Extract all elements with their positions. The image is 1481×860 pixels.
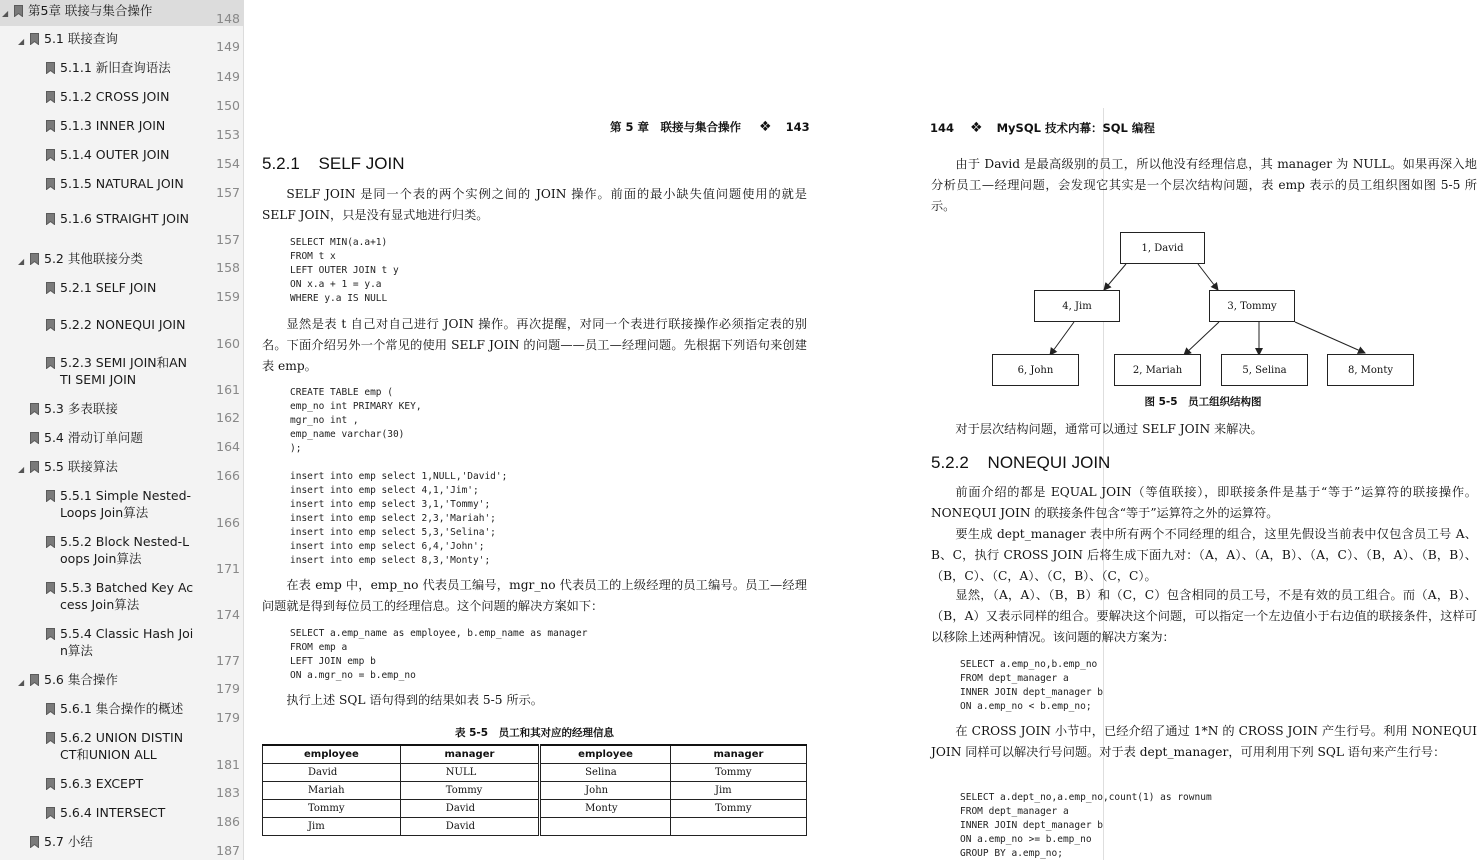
bookmark-icon — [46, 778, 55, 790]
collapse-arrow-icon[interactable]: ◢ — [18, 465, 25, 474]
toc-page-number: 166 — [216, 515, 240, 530]
toc-page-number: 179 — [216, 681, 240, 696]
toc-label: 5.1.6 STRAIGHT JOIN — [60, 211, 190, 226]
paragraph: 前面介绍的都是 EQUAL JOIN（等值联接），即联接条件是基于“等于”运算符的联接操作。NONEQUI JOIN 的联接条件包含“等于”运算符之外的运算符。 — [931, 485, 1477, 520]
toc-page-number: 158 — [216, 260, 240, 275]
table-row — [263, 763, 807, 781]
ornament-icon: ❖ — [970, 120, 983, 136]
toc-label: 5.2.2 NONEQUI JOIN — [60, 317, 186, 332]
code-block: SELECT a.emp_no,b.emp_no FROM dept_manager a INNER JOIN dept_manager b ON a.emp_no < b.emp_no; — [960, 659, 1103, 712]
toc-item[interactable] — [0, 352, 244, 396]
org-node: 2, Mariah — [1114, 354, 1201, 386]
toc-page-number: 149 — [216, 39, 240, 54]
org-edge — [1050, 322, 1074, 355]
bookmark-icon — [46, 178, 55, 190]
toc-item[interactable] — [0, 202, 244, 246]
toc-page-number: 148 — [216, 11, 240, 26]
bookmark-icon — [46, 732, 55, 744]
toc-label: 5.5.1 Simple Nested- Loops Join算法 — [60, 488, 192, 520]
right-header-page: 144 — [930, 121, 955, 135]
figure-caption: 图 5-5 员工组织结构图 — [1144, 396, 1262, 408]
collapse-arrow-icon[interactable]: ◢ — [18, 678, 25, 687]
bookmark-icon — [30, 836, 39, 848]
toc-page-number: 154 — [216, 156, 240, 171]
toc-label: 5.6.4 INTERSECT — [60, 805, 166, 820]
toc-page-number: 187 — [216, 843, 240, 858]
bookmark-icon — [46, 807, 55, 819]
left-running-head — [610, 119, 810, 135]
bookmark-icon — [46, 703, 55, 715]
toc-page-number: 161 — [216, 382, 240, 397]
bookmark-icon — [46, 536, 55, 548]
toc-item[interactable] — [0, 669, 244, 695]
toc-label: 第5章 联接与集合操作 — [28, 3, 153, 18]
section-heading-self-join — [262, 154, 405, 174]
toc-item[interactable] — [0, 577, 244, 621]
table-cell: Selina — [540, 763, 671, 781]
toc-label: 5.2 其他联接分类 — [44, 251, 143, 266]
org-node: 5, Selina — [1221, 354, 1308, 386]
table-cell: Tommy — [670, 763, 806, 781]
collapse-arrow-icon[interactable]: ◢ — [18, 257, 25, 266]
toc-item[interactable] — [0, 727, 244, 771]
table-caption: 表 5-5 员工和其对应的经理信息 — [454, 727, 615, 739]
bookmark-icon — [46, 319, 55, 331]
code-block: SELECT a.emp_name as employee, b.emp_name as manager FROM emp a LEFT JOIN emp b ON a.mgr_no = b.emp_no — [290, 628, 588, 681]
toc-item[interactable] — [0, 248, 244, 274]
toc-page-number: 166 — [216, 468, 240, 483]
paragraph: 显然是表 t 自己对自己进行 JOIN 操作。再次提醒，对同一个表进行联接操作必须指定表的别名。下面介绍另外一个常见的使用 SELF JOIN 的问题——员工—经理问题。先根据下列语句来创建表 emp。 — [262, 317, 807, 373]
table-cell: Mariah — [263, 781, 401, 799]
table-cell: NULL — [400, 763, 539, 781]
org-node: 6, John — [992, 354, 1079, 386]
left-header-page: 143 — [785, 120, 810, 134]
toc-label: 5.4 滑动订单问题 — [44, 430, 143, 445]
org-node: 8, Monty — [1327, 354, 1414, 386]
toc-page-number: 186 — [216, 814, 240, 829]
toc-item[interactable] — [0, 0, 244, 26]
code-block: CREATE TABLE emp ( emp_no int PRIMARY KEY, mgr_no int , emp_name varchar(30) ); insert into emp select 1,NULL,'David'; insert into emp select 4,1,'Jim'; insert into emp select 3,1,'Tommy'; insert into emp select 2,3,'Mariah'; insert into emp select 5,3,'Selina'; insert into emp select 6,4,'John'; insert into emp select 8,3,'Monty'; — [290, 387, 508, 566]
bookmark-icon — [30, 403, 39, 415]
toc-page-number: 183 — [216, 785, 240, 800]
bookmark-icon — [46, 149, 55, 161]
bookmark-icon — [46, 628, 55, 640]
bookmark-icon — [46, 91, 55, 103]
bookmark-icon — [46, 120, 55, 132]
table-row — [263, 781, 807, 799]
toc-label: 5.2.1 SELF JOIN — [60, 280, 157, 295]
toc-label: 5.1.5 NATURAL JOIN — [60, 176, 184, 191]
table-cell: David — [263, 763, 401, 781]
toc-page-number: 162 — [216, 410, 240, 425]
org-edge — [1295, 322, 1365, 353]
toc-page-number: 149 — [216, 69, 240, 84]
toc-label: 5.1.3 INNER JOIN — [60, 118, 166, 133]
column-header: employee — [263, 745, 401, 763]
toc-label: 5.1.1 新旧查询语法 — [60, 60, 171, 75]
toc-page-number: 159 — [216, 289, 240, 304]
bookmark-icon — [30, 461, 39, 473]
toc-item[interactable] — [0, 427, 244, 453]
toc-label: 5.7 小结 — [44, 834, 93, 849]
toc-item[interactable] — [0, 115, 244, 141]
org-node: 3, Tommy — [1209, 290, 1295, 322]
bookmark-panel[interactable] — [0, 0, 244, 860]
toc-page-number: 171 — [216, 561, 240, 576]
paragraph: 对于层次结构问题，通常可以通过 SELF JOIN 来解决。 — [955, 422, 1263, 436]
toc-page-number: 153 — [216, 127, 240, 142]
toc-item[interactable] — [0, 277, 244, 303]
toc-label: 5.3 多表联接 — [44, 401, 118, 416]
ornament-icon: ❖ — [759, 119, 772, 135]
toc-item[interactable] — [0, 86, 244, 112]
toc-label: 5.5 联接算法 — [44, 459, 118, 474]
toc-label: 5.5.2 Block Nested-L oops Join算法 — [60, 534, 190, 566]
section-title: SELF JOIN — [318, 154, 405, 173]
table-cell: Tommy — [670, 799, 806, 817]
paragraph: 要生成 dept_manager 表中所有两个不同经理的组合，这里先假设当前表中仅包含员工号 A、B、C，执行 CROSS JOIN 后将生成下面九对：（A，A）、（A，B）、（A，C）、（B，A）、（B，B）、（B，C）、（C，A）、（C，B）、（C，C）。 — [931, 527, 1477, 583]
section-number: 5.2.1 — [262, 154, 300, 173]
toc-item[interactable] — [0, 831, 244, 857]
bookmark-icon — [46, 213, 55, 225]
org-node: 4, Jim — [1034, 290, 1120, 322]
org-edge — [1198, 264, 1218, 290]
column-header: manager — [400, 745, 539, 763]
org-edge — [1184, 322, 1219, 355]
toc-item[interactable] — [0, 306, 244, 350]
bookmark-icon — [14, 5, 23, 17]
org-edge — [1104, 264, 1126, 290]
toc-item[interactable] — [0, 144, 244, 170]
paragraph: 由于 David 是最高级别的员工，所以他没有经理信息，其 manager 为 NULL。如果再深入地分析员工—经理问题，会发现它其实是一个层次结构问题，表 emp 表示的员工组织图如图 5-5 所示。 — [931, 157, 1477, 213]
table-header-row — [263, 745, 807, 763]
code-block: SELECT a.dept_no,a.emp_no,count(1) as rownum FROM dept_manager a INNER JOIN dept_manager b ON a.emp_no >= b.emp_no GROUP BY a.emp_no; — [960, 792, 1212, 859]
table-cell: Monty — [540, 799, 671, 817]
org-node: 1, David — [1120, 232, 1205, 264]
toc-page-number: 157 — [216, 232, 240, 247]
toc-page-number: 174 — [216, 607, 240, 622]
toc-item[interactable] — [0, 698, 244, 724]
toc-page-number: 160 — [216, 336, 240, 351]
collapse-arrow-icon[interactable]: ◢ — [18, 37, 25, 46]
toc-label: 5.6 集合操作 — [44, 672, 118, 687]
toc-label: 5.6.2 UNION DISTIN CT和UNION ALL — [60, 730, 184, 762]
toc-item[interactable] — [0, 802, 244, 828]
right-running-head — [930, 120, 1155, 136]
paragraph: 在表 emp 中，emp_no 代表员工编号，mgr_no 代表员工的上级经理的员工编号。员工—经理问题就是得到每位员工的经理信息。这个问题的解决方案如下： — [262, 578, 807, 613]
toc-page-number: 177 — [216, 653, 240, 668]
bookmark-icon — [46, 357, 55, 369]
toc-label: 5.1.2 CROSS JOIN — [60, 89, 170, 104]
column-header: manager — [670, 745, 806, 763]
collapse-arrow-icon[interactable]: ◢ — [2, 9, 9, 18]
bookmark-icon — [46, 582, 55, 594]
toc-item[interactable] — [0, 28, 244, 54]
table-cell: Tommy — [400, 781, 539, 799]
bookmark-icon — [30, 432, 39, 444]
bookmark-icon — [30, 33, 39, 45]
toc-label: 5.5.4 Classic Hash Joi n算法 — [60, 626, 194, 658]
toc-label: 5.2.3 SEMI JOIN和AN TI SEMI JOIN — [60, 355, 188, 387]
table-cell — [540, 817, 671, 835]
bookmark-icon — [30, 674, 39, 686]
table-cell: Jim — [263, 817, 401, 835]
toc-item[interactable] — [0, 57, 244, 83]
bookmark-icon — [46, 282, 55, 294]
table-cell — [670, 817, 806, 835]
toc-page-number: 150 — [216, 98, 240, 113]
toc-page-number: 157 — [216, 185, 240, 200]
toc-item[interactable] — [0, 485, 244, 529]
table-cell: John — [540, 781, 671, 799]
section-title: NONEQUI JOIN — [987, 453, 1111, 472]
toc-item[interactable] — [0, 623, 244, 667]
toc-item[interactable] — [0, 398, 244, 424]
paragraph: 执行上述 SQL 语句得到的结果如表 5-5 所示。 — [286, 693, 543, 707]
toc-item[interactable] — [0, 173, 244, 199]
toc-label: 5.6.1 集合操作的概述 — [60, 701, 184, 716]
toc-page-number: 179 — [216, 710, 240, 725]
paragraph: 在 CROSS JOIN 小节中，已经介绍了通过 1*N 的 CROSS JOIN 产生行号。利用 NONEQUI JOIN 同样可以解决行号问题。对于表 dept_manager，可用利用下列 SQL 语句来产生行号： — [931, 724, 1477, 759]
code-block: SELECT MIN(a.a+1) FROM t x LEFT OUTER JOIN t y ON x.a + 1 = y.a WHERE y.a IS NULL — [290, 237, 399, 304]
toc-label: 5.5.3 Batched Key Ac cess Join算法 — [60, 580, 194, 612]
section-number: 5.2.2 — [931, 453, 969, 472]
bookmark-icon — [46, 62, 55, 74]
bookmark-icon — [30, 253, 39, 265]
toc-page-number: 164 — [216, 439, 240, 454]
toc-item[interactable] — [0, 456, 244, 482]
table-row — [263, 799, 807, 817]
left-header-chapter: 第 5 章 联接与集合操作 — [610, 120, 742, 134]
paragraph: 显然，（A，A）、（B，B）和（C，C）包含相同的员工号，不是有效的员工组合。而（A，B）、（B，A）又表示同样的组合。要解决这个问题，可以指定一个左边值小于右边值的联接条件，这样可以移除上述两种情况。该问题的解决方案为： — [931, 588, 1477, 644]
toc-label: 5.1.4 OUTER JOIN — [60, 147, 170, 162]
bookmark-icon — [46, 490, 55, 502]
table-cell: Jim — [670, 781, 806, 799]
paragraph: SELF JOIN 是同一个表的两个实例之间的 JOIN 操作。前面的最小缺失值问题使用的就是 SELF JOIN，只是没有显式地进行归类。 — [262, 187, 807, 222]
table-cell: Tommy — [263, 799, 401, 817]
table-cell: David — [400, 799, 539, 817]
toc-item[interactable] — [0, 531, 244, 575]
toc-label: 5.1 联接查询 — [44, 31, 118, 46]
table-row — [263, 817, 807, 835]
table-cell: David — [400, 817, 539, 835]
right-header-book: MySQL 技术内幕：SQL 编程 — [996, 121, 1155, 135]
section-heading-nonequi-join — [931, 453, 1110, 473]
toc-page-number: 181 — [216, 757, 240, 772]
column-header: employee — [540, 745, 671, 763]
toc-item[interactable] — [0, 773, 244, 799]
toc-label: 5.6.3 EXCEPT — [60, 776, 144, 791]
employee-manager-table — [262, 744, 807, 836]
